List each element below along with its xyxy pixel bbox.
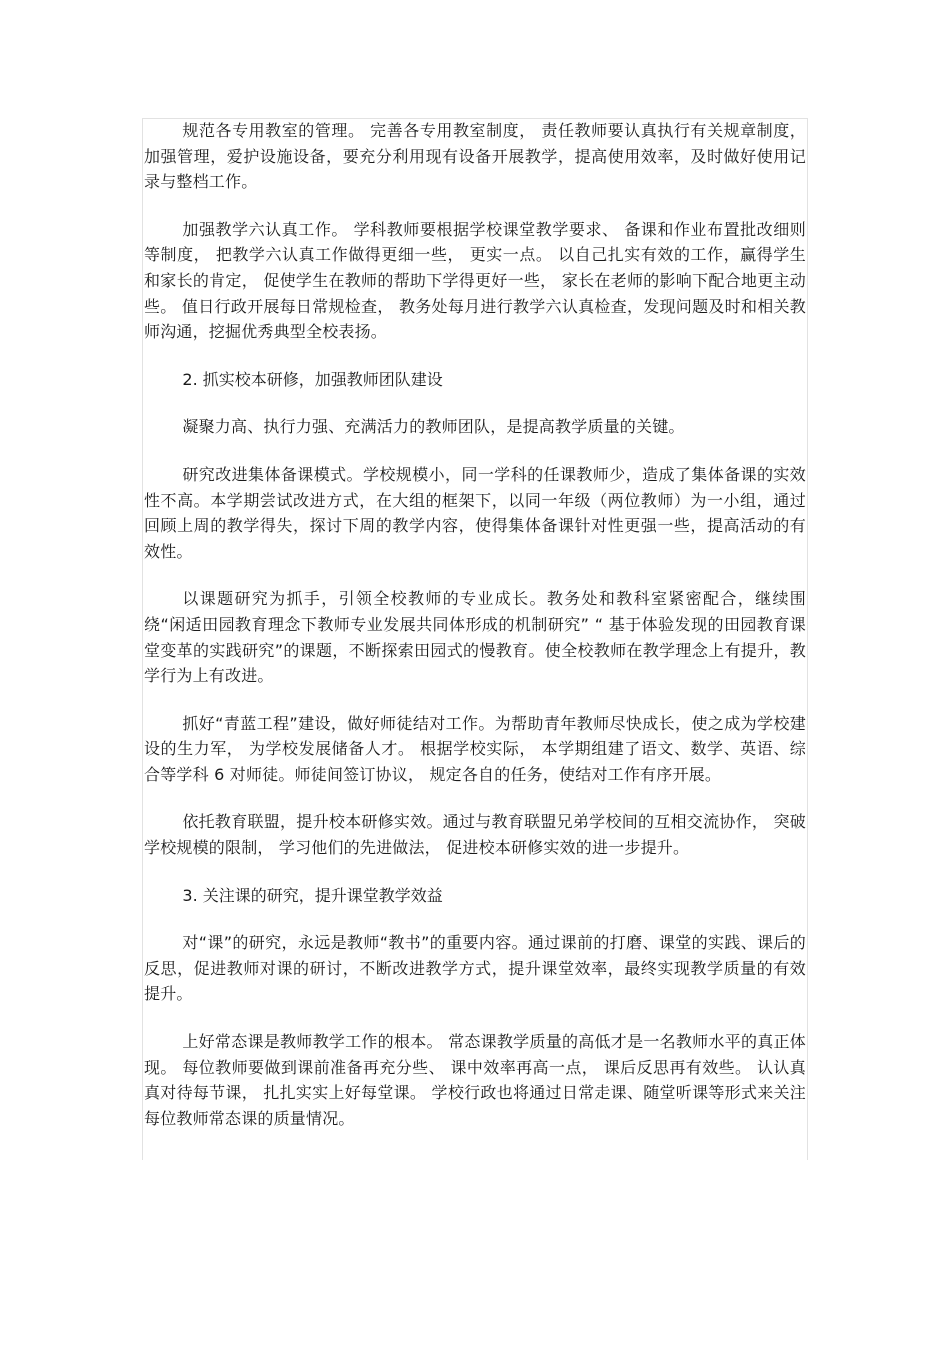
paragraph-lesson-research: 对“课”的研究，永远是教师“教书”的重要内容。通过课前的打磨、课堂的实践、课后的反思，促进教师对课的研讨，不断改进教学方式，提升课堂效率，最终实现教学质量的有效提升。 (144, 933, 806, 1004)
paragraph-classroom-management: 规范各专用教室的管理。 完善各专用教室制度， 责任教师要认真执行有关规章制度，加强管理，爱护设施设备，要充分利用现有设备开展教学，提高使用效率，及时做好使用记录与整档工作。 (144, 121, 806, 192)
paragraph-six-conscientious: 加强教学六认真工作。 学科教师要根据学校课堂教学要求、 备课和作业布置批改细则等制度， 把教学六认真工作做得更细一些， 更实一点。 以自己扎实有效的工作，赢得学生和家长的肯定， 促使学生在教师的帮助下学得更好一些， 家长在老师的影响下配合地更主动些。 值日行政开展每日常规检查， 教务处每月进行教学六认真检查，发现问题及时和相关教师沟通，挖掘优秀典型全校表扬。 (144, 219, 806, 342)
paragraph-collective-lesson-prep: 研究改进集体备课模式。学校规模小，同一学科的任课教师少，造成了集体备课的实效性不高。本学期尝试改进方式，在大组的框架下，以同一年级（两位教师）为一小组，通过回顾上周的教学得失，探讨下周的教学内容，使得集体备课针对性更强一些，提高活动的有效性。 (144, 464, 806, 561)
section-heading-2: 2. 抓实校本研修，加强教师团队建设 (182, 369, 443, 389)
paragraph-mentorship: 抓好“青蓝工程”建设，做好师徒结对工作。为帮助青年教师尽快成长，使之成为学校建设的生力军， 为学校发展储备人才。 根据学校实际， 本学期组建了语文、数学、英语、综合等学科 6 对师徒。师徒间签订协议， 规定各自的任务，使结对工作有序开展。 (144, 713, 806, 784)
paragraph-education-alliance: 依托教育联盟，提升校本研修实效。通过与教育联盟兄弟学校间的互相交流协作， 突破学校规模的限制， 学习他们的先进做法， 促进校本研修实效的进一步提升。 (144, 812, 806, 858)
section-heading-3: 3. 关注课的研究，提升课堂教学效益 (182, 885, 443, 905)
paragraph-regular-lessons: 上好常态课是教师教学工作的根本。 常态课教学质量的高低才是一名教师水平的真正体现。 每位教师要做到课前准备再充分些、 课中效率再高一点， 课后反思再有效些。 认认真真对待每节课， 扎扎实实上好每堂课。 学校行政也将通过日常走课、随堂听课等形式来关注每位教师常态课的质量情况。 (144, 1032, 806, 1128)
document-body (144, 118, 806, 1153)
paragraph-teacher-team: 凝聚力高、执行力强、充满活力的教师团队，是提高教学质量的关键。 (182, 417, 685, 437)
paragraph-research-topics: 以课题研究为抓手，引领全校教师的专业成长。教务处和教科室紧密配合，继续围绕“闲适田园教育理念下教师专业发展共同体形成的机制研究” “ 基于体验发现的田园教育课堂变革的实践研究”的课题，不断探索田园式的慢教育。使全校教师在教学理念上有提升，教学行为上有改进。 (144, 589, 806, 686)
